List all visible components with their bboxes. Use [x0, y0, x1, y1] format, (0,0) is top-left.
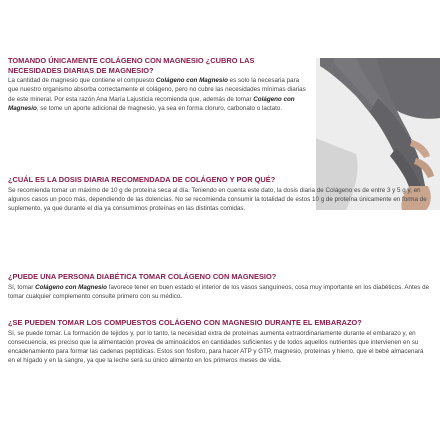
product-name-emphasis: Colágeno con Magnesio [156, 77, 228, 85]
faq-answer [8, 283, 432, 302]
faq-question: ¿PUEDE UNA PERSONA DIABÉTICA TOMAR COLÁGENO CON MAGNESIO? [8, 272, 277, 281]
product-name-emphasis: Colágeno con Magnesio [8, 95, 295, 113]
faq-section-daily-dose [8, 175, 432, 213]
answer-text: , se tome un aporte adicional de magnesio, ya sea en forma cloruro, carbonato o lactato. [36, 105, 283, 113]
answer-text: favorece tener en buen estado el interior de los vasos sanguíneos, cosa muy importante en los diabéticos. Antes de tomar cualquier complemento consulte primero con su médico. [8, 283, 430, 300]
faq-section-magnesium-needs [8, 56, 308, 113]
answer-text: es solo la necesaria para que nuestro organismo absorba correctamente el colágeno, pero no cubre las necesidades mínimas diarias de este mineral. Por esta razón Ana María Lajusticia recomienda que, además de tomar [8, 77, 306, 103]
product-name-emphasis: Colágeno con Magnesio [35, 283, 107, 291]
faq-section-diabetes [8, 272, 432, 301]
answer-text: Sí, se puede tomar. La formación de tejidos y, por lo tanto, la necesidad extra de proteínas aumenta extraordinariamente durante el embarazo y, en consecuencia, es preciso que la alimentación provea de aminoácidos en cantidades suficientes y de todos aquellos nutrientes que intervienen en su encadenamiento para formar las cadenas peptídicas. Estos son fósforo, para hacer ATP y GTP, magnesio, proteínas y hierro, que el bebé almacenará en el hígado y en la sangre, ya que la leche será su único alimento en los primeros meses de vida. [8, 329, 424, 365]
faq-question: ¿SE PUEDEN TOMAR LOS COMPUESTOS COLÁGENO CON MAGNESIO DURANTE EL EMBARAZO? [8, 318, 362, 327]
answer-text: La cantidad de magnesio que contiene el compuesto [8, 77, 157, 85]
faq-answer [8, 186, 432, 214]
answer-text: Se recomienda tomar un máximo de 10 g de proteína seca al día. Teniendo en cuenta este dato, la dosis diaria de Colágeno es de entre 3 y 5 g y, en algunos casos un poco más, dependiendo de las dolencias. No se recomienda consumir la totalidad de estos 10 g de proteína únicamente en forma de suplemento, ya que durante el día ya consumimos proteínas en las distintas comidas. [8, 186, 427, 213]
faq-question: TOMANDO ÚNICAMENTE COLÁGENO CON MAGNESIO ¿CUBRO LAS NECESIDADES DIARIAS DE MAGNESIO? [8, 56, 255, 75]
answer-text: Sí, tomar [8, 283, 36, 291]
faq-answer [8, 76, 308, 113]
faq-answer [8, 329, 432, 366]
faq-question: ¿CUÁL ES LA DOSIS DIARIA RECOMENDADA DE COLÁGENO Y POR QUÉ? [8, 175, 276, 184]
faq-section-pregnancy [8, 318, 432, 366]
